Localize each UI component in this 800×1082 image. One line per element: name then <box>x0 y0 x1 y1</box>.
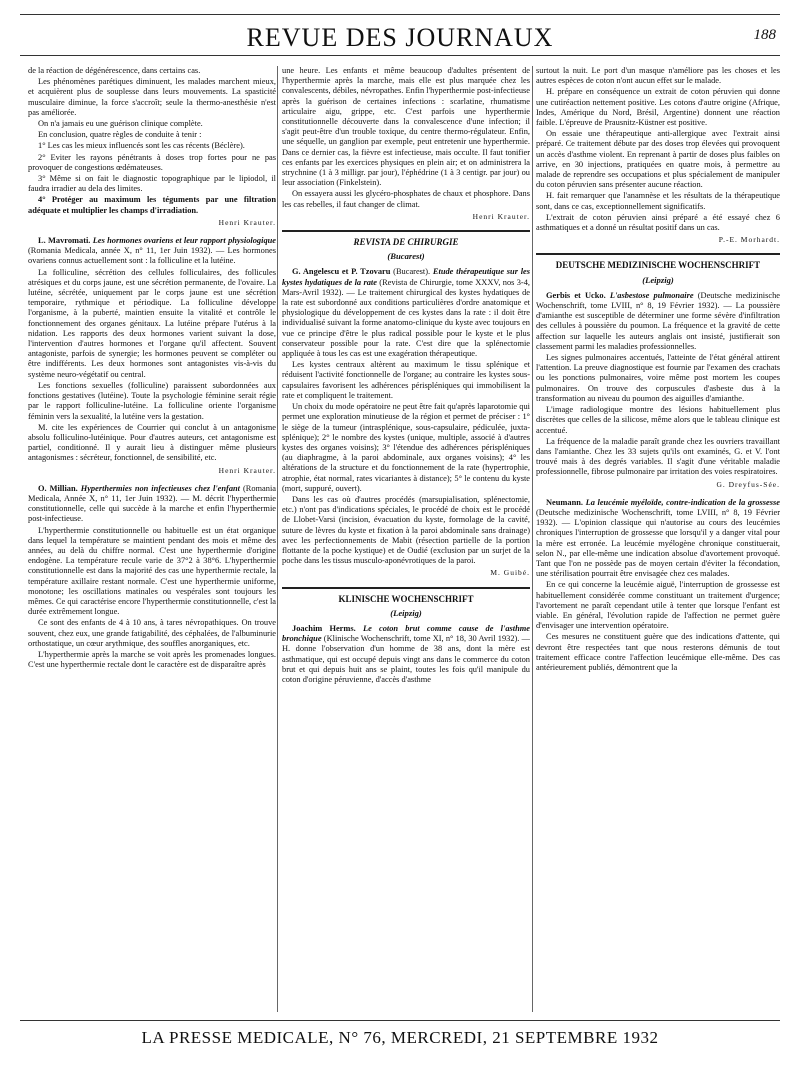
article-title: Hyperthermies non infectieuses chez l'enfant <box>80 483 241 493</box>
journal-page <box>20 14 780 1064</box>
article-author: L. Mavromati. <box>38 236 91 246</box>
column-divider <box>532 66 533 1012</box>
paragraph: En ce qui concerne la leucémie aiguë, l'interruption de grossesse est habituellement considérée comme constituant un traitement d'urgence; l'avortement ne paraît cependant utile à tenter que lorsque l'enfant est viable. En général, l'évolution rapide de l'affection ne permet guère d'envisager une intervention opératoire. <box>536 580 780 631</box>
paragraph: En conclusion, quatre règles de conduite à tenir : <box>38 130 202 140</box>
article-author: Gerbis et Ucko. <box>546 290 606 300</box>
column-3 <box>536 66 780 1012</box>
journal-section-heading: DEUTSCHE MEDIZINISCHE WOCHENSCHRIFT <box>536 253 780 270</box>
column-1 <box>28 66 276 1012</box>
signature: Henri Krauter. <box>218 217 276 227</box>
article-lead <box>536 291 780 352</box>
article-author: Joachim Herms. <box>292 623 356 633</box>
paragraph: 1° Les cas les mieux influencés sont les cas récents (Béclère). <box>38 141 245 151</box>
paragraph: L'extrait de coton péruvien ainsi préparé a été essayé chez 6 asthmatiques et a donné un résultat positif dans un cas. <box>536 212 780 233</box>
publication-line: LA PRESSE MEDICALE, N° 76, MERCREDI, 21 SEPTEMBRE 1932 <box>141 1028 659 1047</box>
paragraph: Les fonctions sexuelles (folliculine) paraissent subordonnées aux fonctions gestatives (lutéine). Toute la psychologie féminine serait régie par le rapport folliculine-lutéine. La folliculine oriente l'organisme féminin vers la sexualité, la lutéine vers la gestation. <box>28 380 276 421</box>
signature: Henri Krauter. <box>218 465 276 475</box>
signature: Henri Krauter. <box>472 211 530 221</box>
paragraph: surtout la nuit. Le port d'un masque n'améliore pas les choses et les autres espèces de coton n'ont aucun effet sur le malade. <box>536 66 780 86</box>
paragraph: 4° Protéger au maximum les téguments par une filtration adéquate et multiplier les champs d'irradiation. <box>28 195 276 215</box>
journal-section-city: (Leipzig) <box>390 607 422 618</box>
page-title: REVUE DES JOURNAUX <box>246 23 554 52</box>
paragraph: M. cite les expériences de Courrier qui conclut à un antagonisme absolu folliculino-lutéinique. Pour d'autres auteurs, cet antagonisme est partiel, conditionné. Il y aurait lieu à distinguer même plusieurs antagonismes : sécréteur, fonctionnel, de sensibilité, etc. <box>28 422 276 463</box>
paragraph: Les signes pulmonaires accentués, l'atteinte de l'état général attirent l'attention. La preuve diagnostique est fournie par l'examen des crachats ou les ponctions pulmonaires, voire même post mortem les coupes pulmonaires. On trouve des corpuscules d'asbeste dus à la transformation au niveau du poumon des aiguilles d'amianthe. <box>536 353 780 403</box>
article-author: G. Angelescu et P. Tzovaru <box>292 267 391 277</box>
journal-section-city: (Bucarest) <box>387 251 425 262</box>
paragraph: H. fait remarquer que l'anamnèse et les résultats de la thérapeutique sont, dans ce cas, exceptionnellement significatifs. <box>536 191 780 211</box>
article-title: La leucémie myéloïde, contre-indication de la grossesse <box>585 497 780 507</box>
paragraph: On n'a jamais eu une guérison clinique complète. <box>38 119 203 129</box>
article-author: Neumann. <box>546 497 583 507</box>
article-title: Le coton brut comme cause de l'asthme bronchique <box>282 623 530 644</box>
journal-section-heading: REVISTA DE CHIRURGIE <box>282 230 530 247</box>
journal-section-city: (Leipzig) <box>642 274 674 285</box>
article-title: Etude thérapeutique sur les kystes hydatiques de la rate <box>282 267 530 287</box>
paragraph: L'hyperthermie constitutionnelle ou habituelle est un état organique dans lequel la température se maintient pendant des mois et même des années, au delà du chiffre normal. C'est une hyperthermie d'origine endogène. La température recule varie de 37°2 à 38°6. L'hyperthermie constitutionnelle est dans la majorité des cas une hyperthermie rectale, la température axillaire restant normale. C'est une hyperthermie uniforme, monotone; les oscillations matinales ou vespérales sont toujours les mêmes. Ce qui caractérise encore l'hyperthermie constitutionnelle, c'est la durée extrêmement longue. <box>28 525 276 617</box>
journal-section-heading: KLINISCHE WOCHENSCHRIFT <box>282 587 530 604</box>
paragraph: Ce sont des enfants de 4 à 10 ans, à tares névropathiques. On trouve souvent, chez eux, une grande fatigabilité, des céphalées, de l'albuminurie orthostatique, un cœur arythmique, des souffles anorganiques, etc. <box>28 618 276 648</box>
signature: G. Dreyfus-Sée. <box>716 479 780 489</box>
masthead <box>20 14 780 56</box>
paragraph: L'image radiologique montre des lésions habituellement plus discrètes que celles de la silicose, même alors que le tableau clinique est accentué. <box>536 405 780 435</box>
paragraph: Ces mesures ne constituent guère que des indications d'attente, qui devront être respectées tant que nous resterons démunis de tout traitement efficace contre l'affection leucémique elle-même. Des cas antérieurement publiés, démontrent que la <box>536 632 780 672</box>
article-lead <box>282 267 530 359</box>
article-lead <box>28 236 276 267</box>
paragraph: 2° Eviter les rayons pénétrants à doses trop fortes pour ne pas provoquer de congestions œdémateuses. <box>28 152 276 172</box>
article-lead <box>28 484 276 525</box>
paragraph: On essaie une thérapeutique anti-allergique avec l'extrait ainsi préparé. Ce traitement débute par des doses trop élevées qui provoquent un accès d'asthme violent. En reprenant à partir de doses plus faibles on arrive, en 30 injections, pratiquées en quatre mois, à permettre au malade de reprendre ses occupations et plus spécialement de manipuler du coton péruvien sans présenter aucune réaction. <box>536 129 780 190</box>
signature: M. Guibé. <box>490 568 530 578</box>
paragraph: de la réaction de dégénérescence, dans certains cas. <box>28 66 201 75</box>
page-footer <box>20 1020 780 1051</box>
paragraph: On essayera aussi les glycéro-phosphates de chaux et phosphore. Dans les cas rebelles, il faut changer de climat. <box>282 189 530 209</box>
paragraph: Dans les cas où d'autres procédés (marsupialisation, splénectomie, etc.) n'ont pas d'indications spéciales, le procédé de choix est le procédé de Llobet-Varsi (incision, évacuation du kyste, formolage de la cavité, suture de lèvres du kyste et fixation à la paroi abdominale sans drainage) avec les perfectionnements de Mabit (résection partielle de la portion flottante de la poche kystique) et de Oudié (exclusion par un surjet de la poche dans les tissus musculo-aponévrotiques de la paroi. <box>282 494 530 566</box>
article-reference: (Klinische Wochenschrift, tome XI, n° 18, 30 Avril 1932). — H. donne l'observation d'un homme de 38 ans, dont la mère est asthmatique, qui est occupé depuis vingt ans dans le commerce du coton brut et qui depuis huit ans se plaint, toutes les fois qu'il manipule du coton d'origine péruvienne, d'accès d'asthme <box>282 634 530 684</box>
article-reference: (Revista de Chirurgie, tome XXXV, nos 3-4, Mars-Avril 1932). — Le traitement chirurgical des kystes hydatiques de la rate est subordonné aux conditions particulières d'ordre anatomique et physiologique du développement de ces kystes dans la rate : il doit être individualisé suivant la forme anatomo-clinique du kyste avec toujours en vue ce principe d'être le plus radical possible pour le kyste et le plus conservateur possible pour la rate. C'est dire que la splénectomie appliquée à tous les cas est une exagération thérapeutique. <box>282 277 530 359</box>
column-2 <box>282 66 530 1012</box>
article-author: O. Millian. <box>38 483 78 493</box>
paragraph: La folliculine, sécrétion des cellules folliculaires, des follicules atrésiques et du corps jaune, est une sécrétion permanente, de l'ovaire. La lutéine, sécrétée, uniquement par le corps jaune est une sécrétion temporaire, rythmique et périodique. La folliculine développe l'organisme, à la puberté, maintien ensuite la vitalité et contrôle le fonctionnement des organes génitaux. La lutéine prépare l'utérus à la nidation. Les rapports des deux hormones varient suivant la dose, l'intervention d'autres hormones et l'organe qu'il affectent. Souvent antagoniste, parfois de synergie; les hormones peuvent se compléter ou être indifférents. Les deux hormones sont antagonistes vis-à-vis du système neuro-végétatif ou central. <box>28 267 276 379</box>
column-divider <box>277 66 278 1012</box>
paragraph: Un choix du mode opératoire ne peut être fait qu'après laparotomie qui permet une exploration minutieuse de la région et permet de préciser : 1° le siège de la tumeur (intrasplénique, sous-capsulaire, pédiculée, juxta-splénique); 2° le nombre des kystes (unique, multiple, associé à d'autres kystes des organes voisins); 3° l'étendue des adhérences périspléniques (au diaphragme, à la paroi abdominale, aux organes voisins); 4° les altérations de la structure et du fonctionnement de la rate (hypertrophie, atrophie, état normal, rates vicariantes à distance); 5° le contenu du kyste (mort, suppuré, ouvert). <box>282 402 530 493</box>
article-lead <box>536 498 780 580</box>
page-number: 188 <box>753 27 776 43</box>
paragraph: L'hyperthermie après la marche se voit après les promenades longues. C'est une hyperthermie rectale dont le caractère est de disparaître après <box>28 649 276 670</box>
article-reference: (Deutsche medizinische Wochenschrift, tome LVIII, n° 8, 19 Février 1932). — La poussière d'amianthe est susceptible de déterminer une forme sévère d'infiltration des cellules à poussière du poumon. La fréquence et la gravité de cette affection sur laquelle les auteurs anglais ont insisté, justifierait son classement parmi les maladies professionnelles. <box>536 290 780 351</box>
article-title: L'asbestose pulmonaire <box>609 290 694 300</box>
paragraph: Les phénomènes parétiques diminuent, les malades marchent mieux, et acquièrent plus de souplesse dans leurs mouvements. La spasticité musculaire diminue, la force s'accroît; seule la thermo-anesthésie n'est pas améliorée. <box>28 77 276 117</box>
columns <box>20 66 780 1012</box>
article-reference: (Romania Medicala, année X, n° 11, 1er Juin 1932). — Les hormones ovariens connus actuellement sont : la folliculine et la lutéine. <box>28 246 276 266</box>
article-lead <box>282 624 530 685</box>
article-reference: (Deutsche medizinische Wochenschrift, tome LVIII, n° 8, 19 Février 1932). — L'opinion classique qui n'autorise au cours des leucémies chroniques l'interruption de grossesse que lorsqu'il y a danger vital pour la mère est erronée. La leucémie myélogène chronique constituerait, selon N., par elle-même une indication absolue d'avortement provoqué. Tant que l'on ne possède pas de moyen certain d'éviter la fécondation, une stérilisation pourrait être envisagée chez ces malades. <box>536 507 780 579</box>
paragraph: une heure. Les enfants et même beaucoup d'adultes présentent de l'hyperthermie après la marche, mais elle est plus marquée chez les convalescents, débiles, névropathes. Enfin l'hyperthermie post-infectieuse après la guérison de certaines infections : scarlatine, rhumatisme articulaire aigu, grippe, etc. C'est parfois une hyperthermie constitutionnelle découverte dans la convalescence d'une infection; il s'agit peut-être d'un trouble toxique, du centre thermo-régulateur. Enfin, une séquelle, un ganglion par exemple, peut entretenir une hyperthermie. Dans ce dernier cas, la fièvre est infectieuse, mais occulte. Il faut tonifier ces enfants par les exercices physiques en plein air; et on administrera la strychnine (1 à 3 milligr. par jour), l'éphédrine (1 à 3 centigr. par jour) ou leur association (Finkelstein). <box>282 66 530 188</box>
signature: P.-E. Morhardt. <box>718 235 780 245</box>
paragraph: La fréquence de la maladie paraît grande chez les ouvriers travaillant dans l'amianthe. Chez les 33 sujets qu'ils ont examinés, G. et V. l'ont trouvé mais à des degrés variables. Il s'agit d'une véritable maladie professionnelle, fibrose pulmonaire par irritation des voies respiratoires. <box>536 436 780 477</box>
article-reference: (Romania Medicala, Année X, n° 11, 1er Juin 1932). — M. décrit l'hyperthermie constitutionnelle, celle qui succède à la marche et enfin l'hyperthermie post-infectieuse. <box>28 483 276 524</box>
paragraph: H. prépare en conséquence un extrait de coton péruvien qui donne une cutiréaction nettement positive. Les cotons d'autre origine (Afrique, Indes, Amérique du Nord, Brésil, Argentine) donnent une réaction faible. L'épreuve de Prausnitz-Küstner est positive. <box>536 87 780 128</box>
paragraph: Les kystes centraux altèrent au maximum le tissu splénique et réduisent l'activité fonctionnelle de l'organe; au contraire les kystes sous-capsulaires favorisent les adhérences périspléniques qui immobilisent la rate et compliquent le traitement. <box>282 360 530 400</box>
article-title: Les hormones ovariens et leur rapport physiologique <box>92 236 276 246</box>
article-city: (Bucarest). <box>393 267 431 277</box>
paragraph: 3° Même si on fait le diagnostic topographique par le lipiodol, il faudra irradier au dela des limites. <box>28 174 276 194</box>
